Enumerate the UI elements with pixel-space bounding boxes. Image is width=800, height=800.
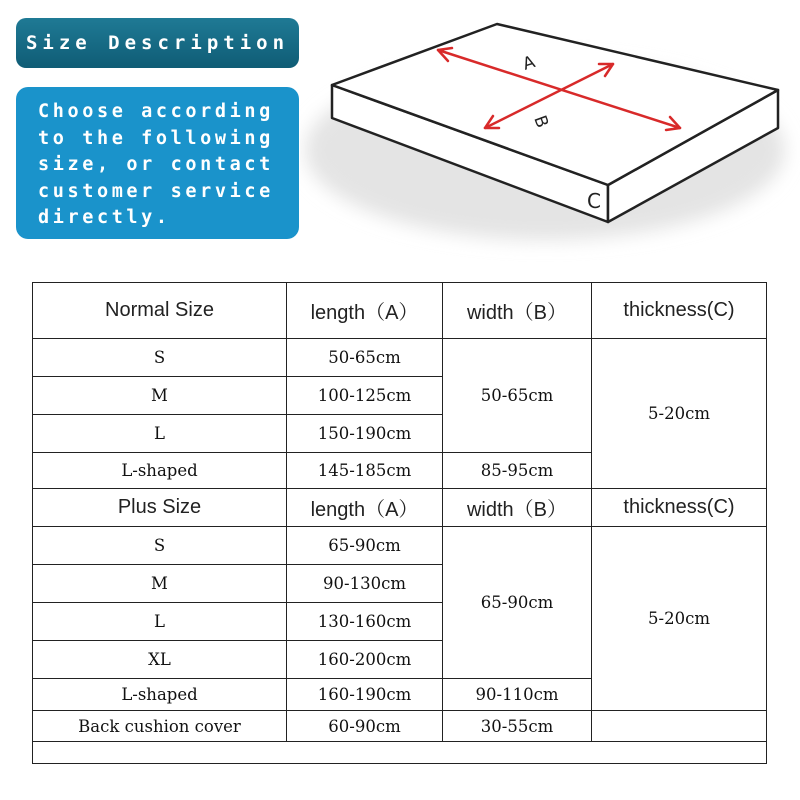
normal-size-heading: Normal Size <box>33 283 287 339</box>
table-row <box>33 527 767 565</box>
table-row <box>33 711 767 742</box>
size-cell: L <box>33 415 287 453</box>
width-heading: width（B） <box>443 489 592 527</box>
length-cell: 160-200cm <box>287 641 443 679</box>
thickness-heading: thickness(C) <box>592 283 767 339</box>
empty-row <box>33 742 767 764</box>
width-cell: 90-110cm <box>443 679 592 711</box>
length-cell: 50-65cm <box>287 339 443 377</box>
length-heading: length（A） <box>287 489 443 527</box>
size-cell: Back cushion cover <box>33 711 287 742</box>
size-cell: S <box>33 527 287 565</box>
label-c: C <box>587 189 601 213</box>
width-cell: 85-95cm <box>443 453 592 489</box>
length-cell: 130-160cm <box>287 603 443 641</box>
label-b: B <box>529 112 553 131</box>
label-a: A <box>520 52 538 75</box>
width-heading: width（B） <box>443 283 592 339</box>
length-cell: 90-130cm <box>287 565 443 603</box>
width-cell: 65-90cm <box>443 527 592 679</box>
length-heading: length（A） <box>287 283 443 339</box>
size-description-title: Size Description <box>16 18 299 68</box>
length-cell: 65-90cm <box>287 527 443 565</box>
size-cell: L-shaped <box>33 679 287 711</box>
size-cell: XL <box>33 641 287 679</box>
size-chart-table <box>32 282 767 764</box>
size-cell: M <box>33 565 287 603</box>
thickness-cell: 5-20cm <box>592 527 767 711</box>
thickness-heading: thickness(C) <box>592 489 767 527</box>
size-cell: L-shaped <box>33 453 287 489</box>
size-cell: L <box>33 603 287 641</box>
size-instruction-text: Choose according to the following size, or contact customer service directly. <box>16 87 299 239</box>
plus-size-header-row <box>33 489 767 527</box>
length-cell: 145-185cm <box>287 453 443 489</box>
length-cell: 100-125cm <box>287 377 443 415</box>
length-cell: 60-90cm <box>287 711 443 742</box>
width-cell: 30-55cm <box>443 711 592 742</box>
length-cell: 150-190cm <box>287 415 443 453</box>
size-cell: S <box>33 339 287 377</box>
width-cell: 50-65cm <box>443 339 592 453</box>
empty-cell <box>592 711 767 742</box>
normal-size-header-row <box>33 283 767 339</box>
empty-cell <box>33 742 767 764</box>
size-cell: M <box>33 377 287 415</box>
thickness-cell: 5-20cm <box>592 339 767 489</box>
length-cell: 160-190cm <box>287 679 443 711</box>
cushion-dimension-diagram <box>300 0 800 265</box>
plus-size-heading: Plus Size <box>33 489 287 527</box>
table-row <box>33 339 767 377</box>
